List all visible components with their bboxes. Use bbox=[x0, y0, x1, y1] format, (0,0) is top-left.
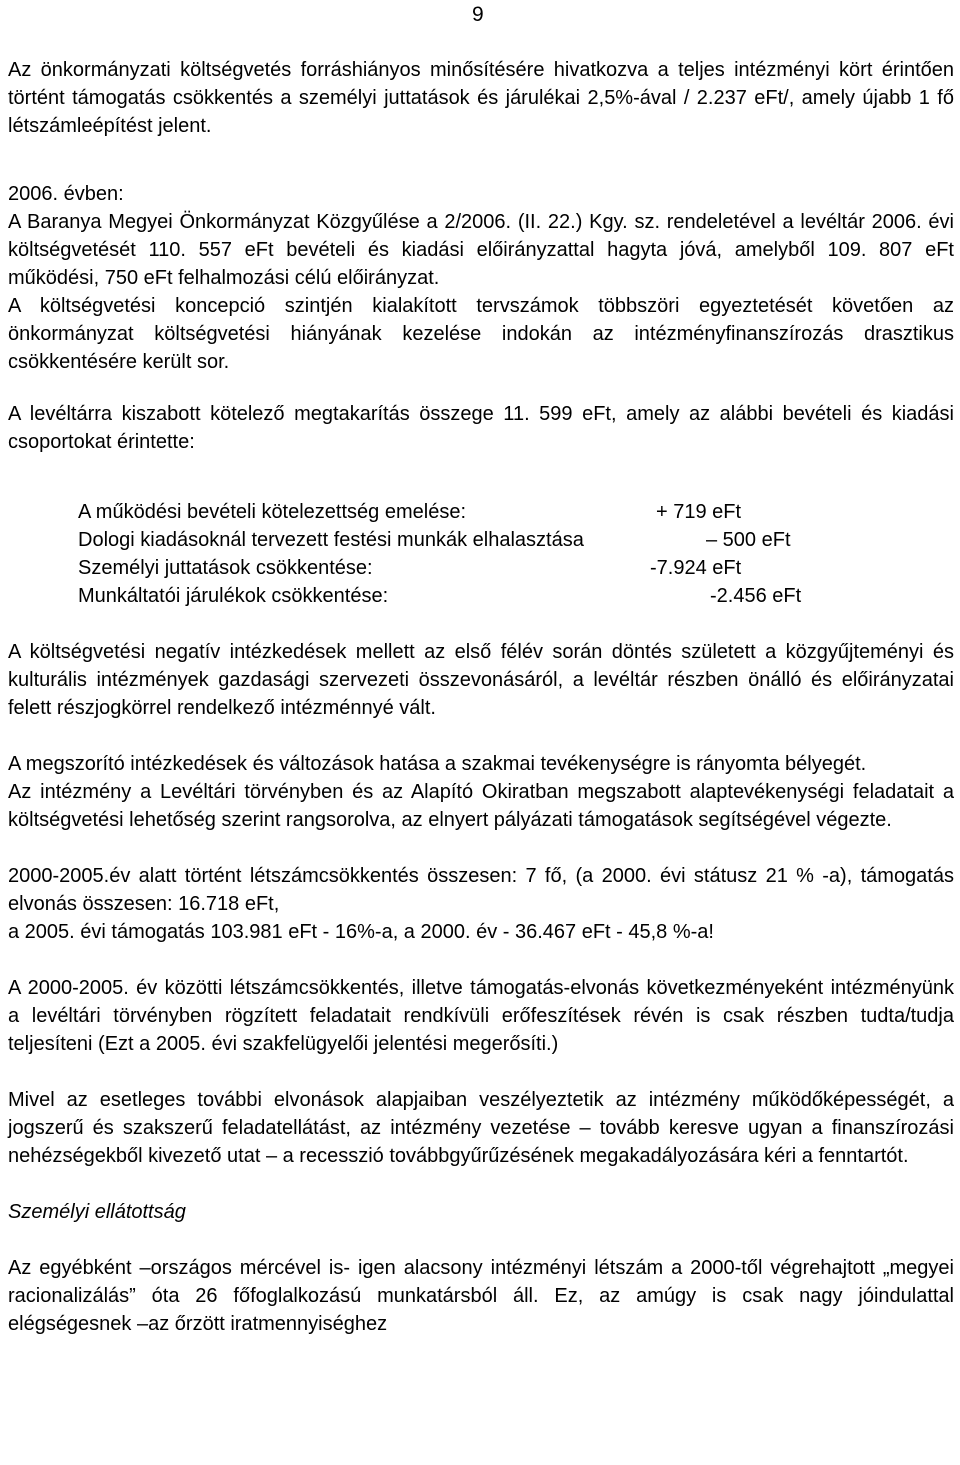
savings-item bbox=[8, 582, 954, 610]
paragraph-staff-cut: 2000-2005.év alatt történt létszámcsökkentés összesen: 7 fő, (a 2000. évi státusz 21 % -a), támogatás elvonás összesen: 16.718 eFt, bbox=[8, 865, 954, 915]
savings-item bbox=[8, 554, 954, 582]
paragraph-savings-intro: A levéltárra kiszabott kötelező megtakarítás összege 11. 599 eFt, amely az alábbi bevételi és kiadási csoportokat érintette: bbox=[8, 403, 954, 453]
savings-item bbox=[8, 526, 954, 554]
paragraph-staff-cut-2: a 2005. évi támogatás 103.981 eFt - 16%-a, a 2000. év - 36.467 eFt - 45,8 %-a! bbox=[8, 921, 714, 943]
year-heading: 2006. évben: bbox=[8, 183, 124, 205]
savings-item-label: Személyi juttatások csökkentése: bbox=[78, 557, 373, 579]
paragraph-merger: A költségvetési negatív intézkedések mellett az első félév során döntés született a közgyűjteményi és kulturális intézmények gazdasági szervezeti összevonásáról, a levéltár részben önálló és előirányzatai felett részjogkörrel rendelkező intézménnyé vált. bbox=[8, 641, 954, 719]
paragraph-support-cut: Az önkormányzati költségvetés forráshiányos minősítésére hivatkozva a teljes intézményi kört érintően történt támogatás csökkentés a személyi juttatások és járulékai 2,5%-ával / 2.237 eFt/, amely újabb 1 fő létszámleépítést jelent. bbox=[8, 59, 954, 137]
savings-item bbox=[8, 498, 954, 526]
section-heading: Személyi ellátottság bbox=[8, 1201, 186, 1223]
savings-item-label: A működési bevételi kötelezettség emelése: bbox=[78, 501, 466, 523]
savings-item-label: Dologi kiadásoknál tervezett festési munkák elhalasztása bbox=[78, 529, 584, 551]
page-number: 9 bbox=[472, 3, 484, 26]
savings-list bbox=[8, 498, 954, 610]
savings-item-value: + 719 eFt bbox=[656, 501, 742, 523]
document-body bbox=[8, 56, 954, 1338]
savings-item-value: – 500 eFt bbox=[706, 529, 791, 551]
paragraph-request: Mivel az esetleges további elvonások alapjaiban veszélyeztetik az intézmény működőképességét, a jogszerű és szakszerű feladatellátást, az intézmény vezetése – tovább keresve ugyan a finanszírozási nehézségekből kivezető utat – a recesszió továbbgyűrűzésének megakadályozására kéri a fenntartót. bbox=[8, 1089, 954, 1167]
paragraph-concept: A költségvetési koncepció szintjén kialakított tervszámok többszöri egyeztetését követően az önkormányzat költségvetési hiányának kezelése indokán az intézményfinanszírozás drasztikus csökkentésére került sor. bbox=[8, 295, 954, 373]
savings-item-value: -2.456 eFt bbox=[710, 585, 802, 607]
paragraph-tasks: Az intézmény a Levéltári törvényben és az Alapító Okiratban megszabott alaptevékenységi feladatait a költségvetési lehetőség szerint rangsorolva, az elnyert pályázati támogatások segítségével végezte. bbox=[8, 781, 954, 831]
paragraph-consequences: A 2000-2005. év közötti létszámcsökkentés, illetve támogatás-elvonás következményeként intézményünk a levéltári törvényben rögzített feladatait rendkívüli erőfeszítések révén is csak részben tudta/tudja teljesíteni (Ezt a 2005. évi szakfelügyelői jelentési megerősíti.) bbox=[8, 977, 954, 1055]
paragraph-budget-2006: A Baranya Megyei Önkormányzat Közgyűlése a 2/2006. (II. 22.) Kgy. sz. rendeletével a levéltár 2006. évi költségvetését 110. 557 eFt bevételi és kiadási előirányzattal hagyta jóvá, amelyből 109. 807 eFt működési, 750 eFt felhalmozási célú előirányzat. bbox=[8, 211, 954, 289]
savings-item-label: Munkáltatói járulékok csökkentése: bbox=[78, 585, 389, 607]
savings-item-value: -7.924 eFt bbox=[650, 557, 742, 579]
paragraph-staffing: Az egyébként –országos mércével is- igen alacsony intézményi létszám a 2000-től végrehajtott „megyei racionalizálás” óta 26 főfoglalkozású munkatársból áll. Ez, az amúgy is csak nagy jóindulattal elégségesnek –az őrzött iratmennyiséghez bbox=[8, 1257, 954, 1335]
paragraph-impact: A megszorító intézkedések és változások hatása a szakmai tevékenységre is rányomta bélyegét. bbox=[8, 753, 867, 775]
